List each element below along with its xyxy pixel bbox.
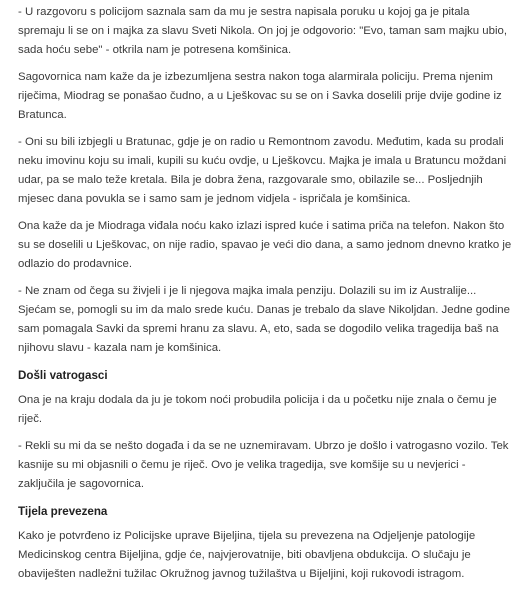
paragraph-5: - Ne znam od čega su živjeli i je li njegova majka imala penziju. Dolazili su im iz Australije... Sjećam se, pomogli su im da malo srede kuću. Danas je trebalo da slave Nikoljdan. Jedne godine sam pomagala Savki da spremi hranu za slavu. A, eto, sada se dogodilo velika tragedija baš na njihovu slavu - kazala nam je komšinica. — [18, 285, 510, 354]
paragraph-2: Sagovornica nam kaže da je izbezumljena sestra nakon toga alarmirala policiju. Prema njenim riječima, Miodrag se ponašao čudno, a u Lješkovac su se on i Savka doselili prije dvije godine iz Bratunca. — [18, 71, 502, 121]
paragraph-7: - Rekli su mi da se nešto događa i da se ne uznemiravam. Ubrzo je došlo i vatrogasno vozilo. Tek kasnije su mi objasnili o čemu je riječ. Ovo je velika tragedija, sve komšije su u nevjerici - zaključila je sagovornica. — [18, 440, 509, 490]
paragraph-1: - U razgovoru s policijom saznala sam da mu je sestra napisala poruku u kojoj ga je pitala spremaju li se on i majka za slavu Sveti Nikola. On joj je odgovorio: "Evo, taman sam majku ubio, sada hoću sebe" - otkrila nam je potresena komšinica. — [18, 6, 507, 56]
article-body — [18, 3, 514, 592]
paragraph-8: Kako je potvrđeno iz Policijske uprave Bijeljina, tijela su prevezena na Odjeljenje patologije Medicinskog centra Bijeljina, gdje će, najvjerovatnije, biti obavljena obdukcija. O slučaju je obaviješten nadležni tužilac Okružnog javnog tužilaštva u Bijeljini, koji rukovodi istragom. — [18, 530, 476, 580]
subheading-tijela-prevezena: Tijela prevezena — [18, 505, 108, 518]
subheading-dosli-vatrogasci: Došli vatrogasci — [18, 369, 108, 382]
paragraph-6: Ona je na kraju dodala da ju je tokom noći probudila policija i da u početku nije znala o čemu je riječ. — [18, 394, 497, 425]
paragraph-4: Ona kaže da je Miodraga viđala noću kako izlazi ispred kuće i satima priča na telefon. Nakon što su se doselili u Lješkovac, on nije radio, spavao je veći dio dana, a samo jednom dnevno kratko je odlazio do prodavnice. — [18, 220, 512, 270]
paragraph-3: - Oni su bili izbjegli u Bratunac, gdje je on radio u Remontnom zavodu. Međutim, kada su prodali neku imovinu koju su imali, kupili su kuću ovdje, u Lješkovcu. Majka je imala u Bratuncu moždani udar, pa se malo teže kretala. Bila je dobra žena, razgovarale smo, obilazile se... Posljednjih mjesec dana povukla se i samo sam je jednom vidjela - ispričala je komšinica. — [18, 136, 507, 205]
